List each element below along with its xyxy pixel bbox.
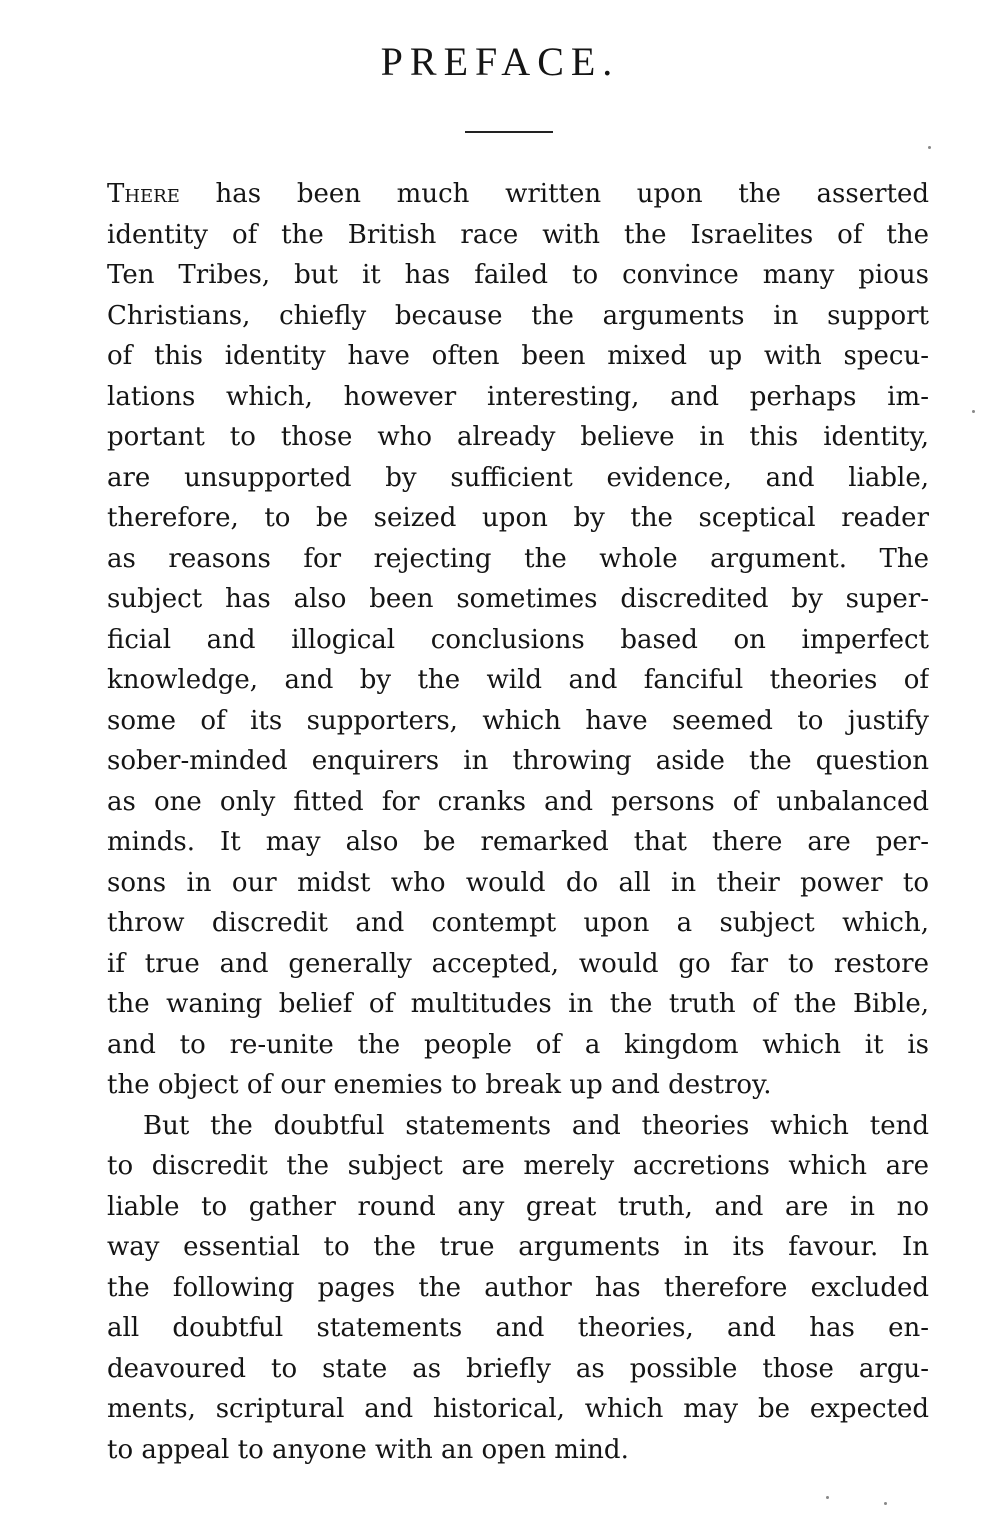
text-line: if true and generally accepted, would go far to restore bbox=[107, 948, 929, 979]
text-line: ments, scriptural and historical, which may be expected bbox=[107, 1394, 929, 1424]
text-line: as one only fitted for cranks and persons of unbalanced bbox=[107, 786, 929, 817]
page-title: PREFACE. bbox=[380, 39, 620, 84]
paper-speck bbox=[972, 410, 975, 413]
text-line: as reasons for rejecting the whole argument. The bbox=[107, 543, 929, 574]
text-line: the following pages the author has therefore excluded bbox=[107, 1272, 929, 1303]
text-line: Christians, chiefly because the arguments in support bbox=[107, 300, 929, 331]
paper-speck bbox=[884, 1502, 887, 1505]
text-line: subject has also been sometimes discredited by super- bbox=[107, 584, 929, 614]
text-line: throw discredit and contempt upon a subject which, bbox=[107, 908, 929, 938]
text-line: therefore, to be seized upon by the sceptical reader bbox=[107, 503, 929, 533]
paragraph-2 bbox=[107, 1106, 929, 1471]
text-line: identity of the British race with the Israelites of the bbox=[107, 219, 929, 250]
text-line: There has been much written upon the asserted bbox=[107, 179, 929, 209]
text-line: to appeal to anyone with an open mind. bbox=[107, 1434, 629, 1465]
text-line: liable to gather round any great truth, and are in no bbox=[107, 1191, 929, 1222]
text-line: the object of our enemies to break up and destroy. bbox=[107, 1070, 772, 1100]
text-line: are unsupported by sufficient evidence, and liable, bbox=[107, 462, 929, 493]
lead-word: There bbox=[107, 179, 180, 209]
text-line: lations which, however interesting, and perhaps im- bbox=[107, 381, 929, 412]
text-line: knowledge, and by the wild and fanciful theories of bbox=[107, 665, 929, 695]
text-line: deavoured to state as briefly as possible those argu- bbox=[107, 1353, 929, 1384]
text-line: portant to those who already believe in this identity, bbox=[107, 422, 929, 452]
preface-text bbox=[107, 174, 929, 1470]
text-line: and to re-unite the people of a kingdom which it is bbox=[107, 1029, 929, 1060]
text-line: the waning belief of multitudes in the truth of the Bible, bbox=[107, 989, 929, 1019]
paper-speck bbox=[826, 1496, 829, 1499]
text-line: sons in our midst who would do all in their power to bbox=[107, 867, 929, 898]
paper-speck bbox=[928, 146, 931, 149]
text-line: of this identity have often been mixed up with specu- bbox=[107, 341, 929, 371]
text-line: way essential to the true arguments in its favour. In bbox=[107, 1232, 929, 1262]
text-line: Ten Tribes, but it has failed to convince many pious bbox=[107, 260, 929, 290]
text-line: some of its supporters, which have seemed to justify bbox=[107, 705, 929, 736]
title-rule bbox=[465, 131, 553, 133]
text-line: minds. It may also be remarked that there are per- bbox=[107, 827, 929, 857]
paragraph-1 bbox=[107, 174, 929, 1106]
text-line: ficial and illogical conclusions based on imperfect bbox=[107, 624, 929, 655]
text-line: But the doubtful statements and theories which tend bbox=[143, 1110, 929, 1141]
text-line: to discredit the subject are merely accretions which are bbox=[107, 1151, 929, 1181]
text-line: sober-minded enquirers in throwing aside the question bbox=[107, 746, 929, 776]
text-line: all doubtful statements and theories, and has en- bbox=[107, 1313, 929, 1343]
